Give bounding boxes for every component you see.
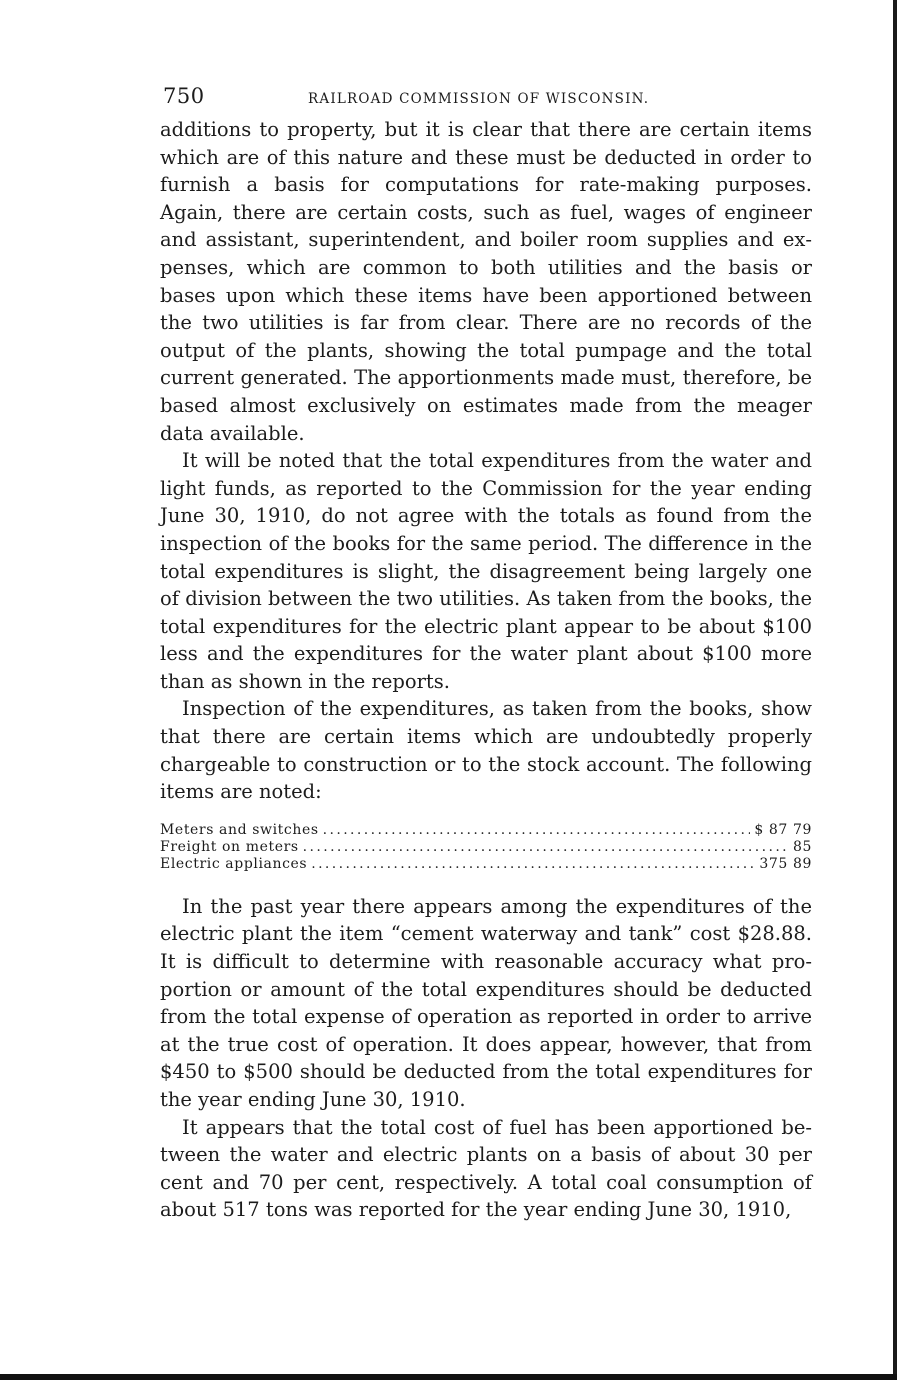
running-head-title: RAILROAD COMMISSION OF WISCONSIN. — [308, 91, 650, 107]
dot-leader — [311, 856, 755, 873]
page-number: 750 — [163, 84, 205, 108]
paragraph-1: additions to property, but it is clear that there are certain items which are of this nature and these must be deducted in order to furnish a basis for computations for rate-making purposes. Again, there are certain costs, such as fuel, wages of engineer and assistant, superintendent, and boiler room supplies and expenses, which are common to both utilities and the basis or bases upon which these items have been apportioned between the two utilities is far from clear. There are no records of the output of the plants, showing the total pumpage and the total current generated. The apportionments made must, therefore, be based almost exclusively on estimates made from the meager data available. — [160, 118, 812, 445]
expense-items-list — [160, 822, 812, 873]
paragraph-4: In the past year there appears among the expenditures of the electric plant the item “cement waterway and tank” cost $28.88. It is difficult to determine with reasonable accuracy what proportion or amount of the total expenditures should be deducted from the total expense of operation as reported in order to arrive at the true cost of operation. It does appear, however, that from $450 to $500 should be deducted from the total expenditures for the year ending June 30, 1910. — [160, 894, 812, 1111]
paragraph-2: It will be noted that the total expenditures from the water and light funds, as reported to the Commission for the year ending June 30, 1910, do not agree with the totals as found from the inspection of the books for the same period. The difference in the total expenditures is slight, the disagreement being largely one of division between the two utilities. As taken from the books, the total expenditures for the electric plant appear to be about $100 less and the expenditures for the water plant about $100 more than as shown in the reports. — [160, 449, 812, 693]
expense-item — [160, 839, 812, 856]
expense-item-label: Meters and switches — [160, 821, 319, 838]
expense-item-label: Electric appliances — [160, 855, 308, 872]
scan-edge-right — [893, 0, 897, 1380]
expense-item-amount: 85 — [792, 838, 812, 855]
expense-item-label: Freight on meters — [160, 838, 299, 855]
paragraph-3: Inspection of the expenditures, as taken from the books, show that there are certain items which are undoubtedly properly chargeable to construction or to the stock account. The following items are noted: — [160, 697, 812, 804]
dot-leader — [303, 839, 789, 856]
running-head — [160, 82, 812, 116]
expense-item-amount: 375 89 — [759, 855, 812, 872]
expense-item-amount: $ 87 79 — [754, 821, 812, 838]
expense-item — [160, 856, 812, 873]
page-body — [160, 82, 812, 1224]
scan-edge-bottom — [0, 1374, 897, 1380]
dot-leader — [323, 822, 751, 839]
expense-item — [160, 822, 812, 839]
paragraph-5: It appears that the total cost of fuel has been apportioned between the water and electric plants on a basis of about 30 per cent and 70 per cent, respectively. A total coal consumption of about 517 tons was reported for the year ending June 30, 1910, — [160, 1115, 812, 1222]
